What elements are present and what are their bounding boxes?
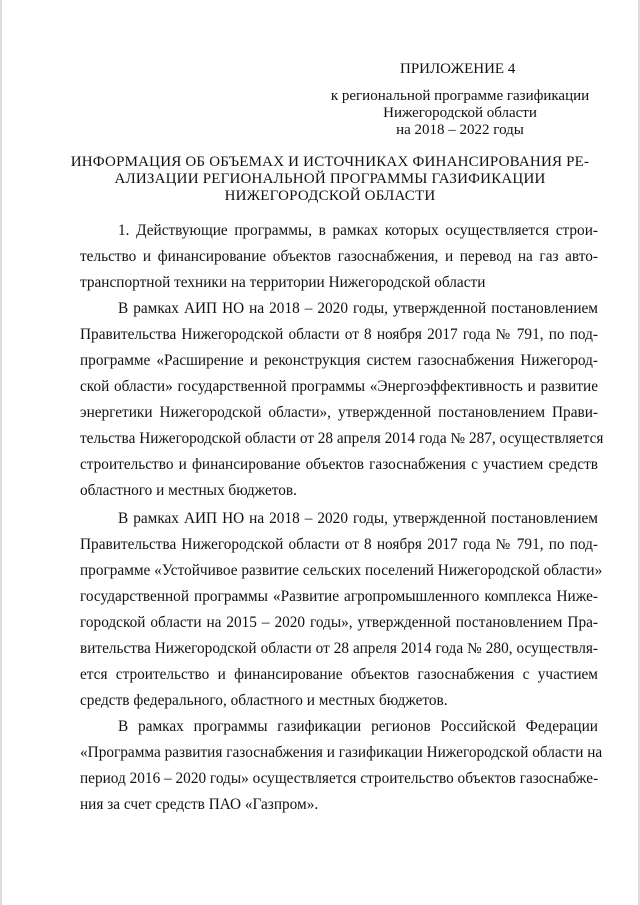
paragraph-line: энергетики Нижегородской области», утвержденной постановлением Прави- [80, 404, 598, 421]
paragraph-line: областного и местных бюджетов. [80, 482, 297, 499]
scan-left-edge [0, 0, 2, 905]
document-title-line: НИЖЕГОРОДСКОЙ ОБЛАСТИ [224, 188, 436, 204]
document-title-line: ИНФОРМАЦИЯ ОБ ОБЪЕМАХ И ИСТОЧНИКАХ ФИНАНСИРОВАНИЯ РЕ- [70, 154, 590, 170]
section-heading-line: тельство и финансирование объектов газоснабжения, и перевод на газ авто- [80, 248, 598, 265]
paragraph-line: городской области на 2015 – 2020 годы», утвержденной постановлением Пра- [80, 614, 598, 631]
paragraph-line: В рамках АИП НО на 2018 – 2020 годы, утвержденной постановлением [118, 300, 598, 317]
paragraph-line: Правительства Нижегородской области от 8 ноября 2017 года № 791, по под- [80, 536, 598, 553]
paragraph-line: В рамках программы газификации регионов Российской Федерации [118, 718, 598, 735]
document-title-line: АЛИЗАЦИИ РЕГИОНАЛЬНОЙ ПРОГРАММЫ ГАЗИФИКАЦИИ [114, 171, 546, 187]
section-heading-line: 1. Действующие программы, в рамках которых осуществляется строи- [118, 222, 598, 239]
section-heading-line: транспортной техники на территории Нижегородской области [80, 274, 486, 291]
paragraph-line: период 2016 – 2020 годы» осуществляется строительство объектов газоснабже- [80, 770, 599, 787]
paragraph-line: программе «Расширение и реконструкция систем газоснабжения Нижегород- [80, 352, 598, 369]
header-line: на 2018 – 2022 годы [396, 122, 524, 138]
paragraph-line: ния за счет средств ПАО «Газпром». [80, 796, 319, 813]
paragraph-line: «Программа развития газоснабжения и газификации Нижегородской области на [80, 744, 603, 761]
header-line: к региональной программе газификации [330, 88, 590, 104]
paragraph-line: В рамках АИП НО на 2018 – 2020 годы, утвержденной постановлением [118, 510, 598, 527]
paragraph-line: средств федерального, областного и местных бюджетов. [80, 692, 448, 709]
paragraph-line: Правительства Нижегородской области от 8 ноября 2017 года № 791, по под- [80, 326, 598, 343]
header-line: Нижегородской области [383, 105, 537, 121]
paragraph-line: программе «Устойчивое развитие сельских поселений Нижегородской области» [80, 562, 603, 579]
appendix-label: ПРИЛОЖЕНИЕ 4 [400, 61, 516, 77]
paragraph-line: государственной программы «Развитие агропромышленного комплекса Ниже- [80, 588, 598, 605]
paragraph-line: вительства Нижегородской области от 28 апреля 2014 года № 280, осуществля- [80, 640, 598, 657]
paragraph-line: ется строительство и финансирование объектов газоснабжения с участием [80, 666, 598, 683]
paragraph-line: ской области» государственной программы «Энергоэффективность и развитие [80, 378, 598, 395]
paragraph-line: тельства Нижегородской области от 28 апреля 2014 года № 287, осуществляется [80, 430, 604, 447]
paragraph-line: строительство и финансирование объектов газоснабжения с участием средств [80, 456, 598, 473]
